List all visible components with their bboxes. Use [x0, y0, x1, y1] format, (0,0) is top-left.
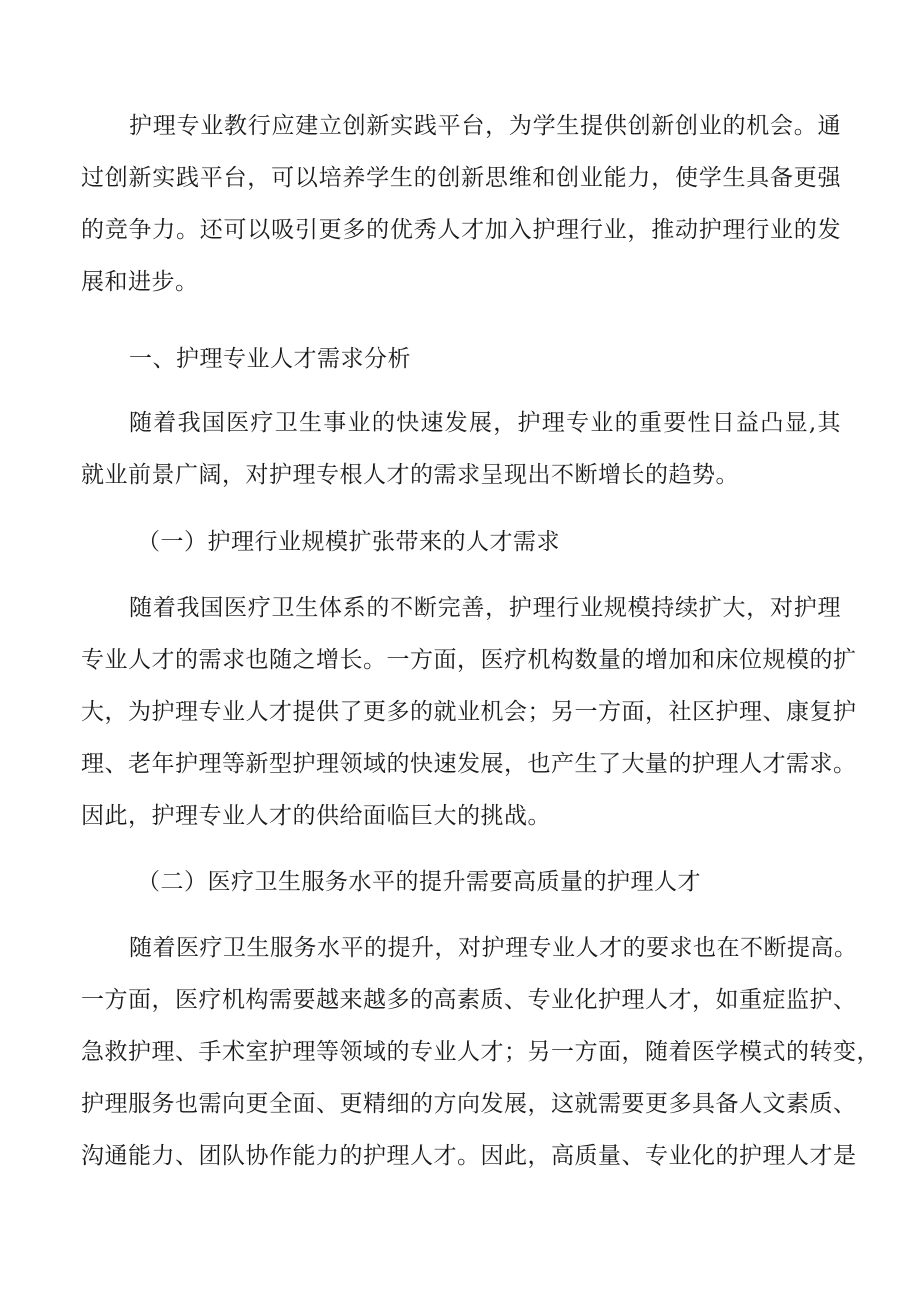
paragraph-line: 因此，护理专业人才的供给面临巨大的挑战。	[81, 803, 551, 829]
paragraph-line: 的竞争力。还可以吸引更多的优秀人才加入护理行业，推动护理行业的发	[81, 217, 841, 243]
paragraph-line: 就业前景广阔，对护理专根人才的需求呈现出不断增长的趋势。	[81, 462, 739, 488]
paragraph-line: 随着医疗卫生服务水平的提升，对护理专业人才的要求也在不断提高。	[129, 935, 858, 961]
paragraph-line: 随着我国医疗卫生体系的不断完善，护理行业规模持续扩大，对护理	[129, 595, 841, 621]
paragraph-line: 护理专业教行应建立创新实践平台，为学生提供创新创业的机会。通	[129, 113, 841, 139]
paragraph-line: 展和进步。	[81, 269, 199, 295]
paragraph-line: 随着我国医疗卫生事业的快速发展，护理专业的重要性日益凸显,其	[129, 410, 841, 436]
paragraph-line: 过创新实践平台，可以培养学生的创新思维和创业能力，使学生具备更强	[81, 165, 841, 191]
paragraph-line: 急救护理、手术室护理等领域的专业人才；另一方面，随着医学模式的转变，	[81, 1039, 880, 1065]
paragraph-line: 专业人才的需求也随之增长。一方面，医疗机构数量的增加和床位规模的扩	[81, 647, 857, 673]
subsection-heading: （二）医疗卫生服务水平的提升需要高质量的护理人才	[137, 869, 701, 895]
paragraph-line: 理、老年护理等新型护理领域的快速发展，也产生了大量的护理人才需求。	[81, 751, 857, 777]
paragraph-line: 一方面，医疗机构需要越来越多的高素质、专业化护理人才，如重症监护、	[81, 987, 857, 1013]
paragraph-line: 大，为护理专业人才提供了更多的就业机会；另一方面，社区护理、康复护	[81, 699, 857, 725]
paragraph-line: 沟通能力、团队协作能力的护理人才。因此，高质量、专业化的护理人才是	[81, 1143, 857, 1169]
paragraph-line: 护理服务也需向更全面、更精细的方向发展，这就需要更多具备人文素质、	[81, 1091, 857, 1117]
subsection-heading: （一）护理行业规模扩张带来的人才需求	[137, 529, 560, 555]
section-heading: 一、护理专业人才需求分析	[129, 346, 411, 372]
